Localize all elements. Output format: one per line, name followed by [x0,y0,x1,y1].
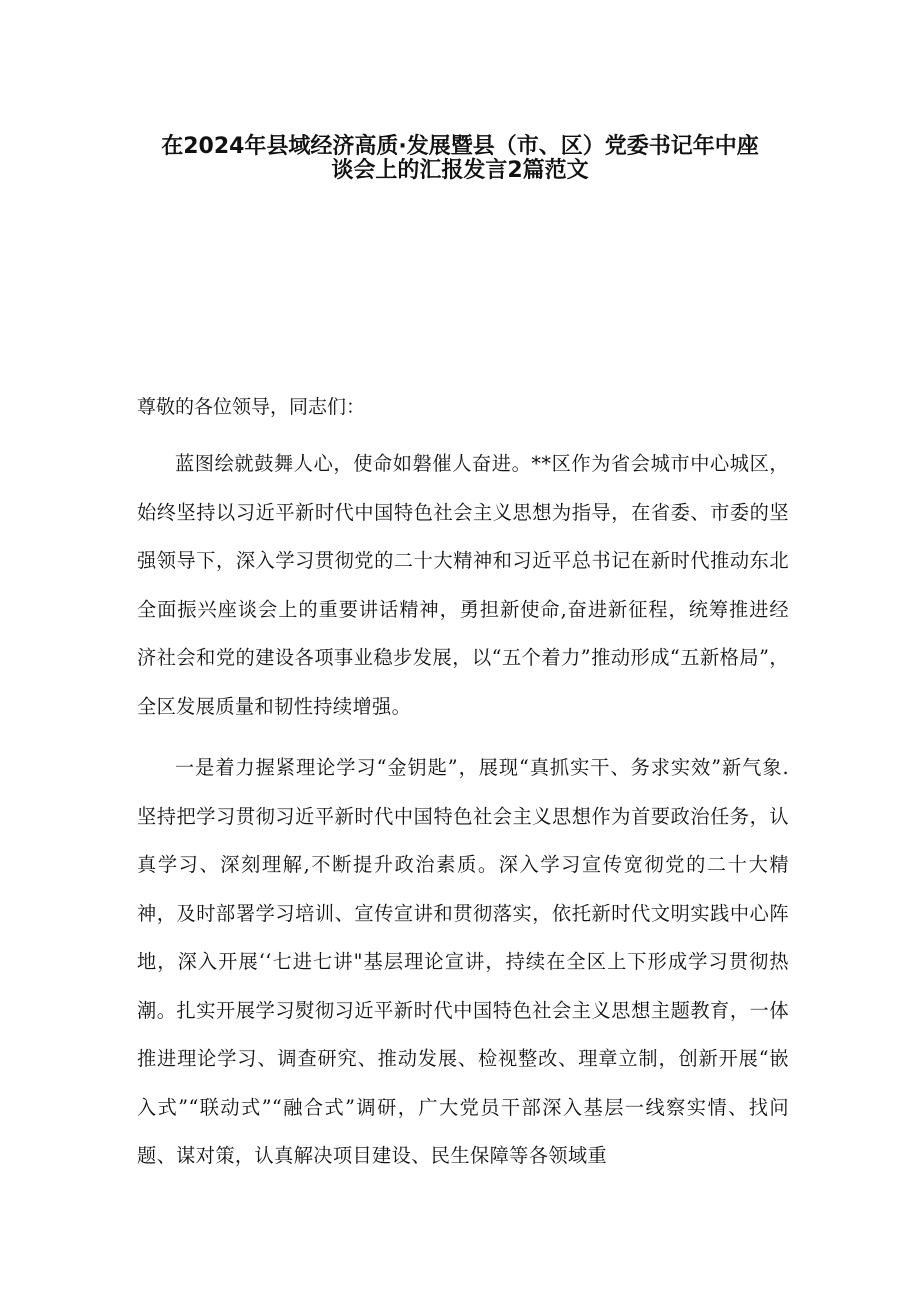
body-paragraph-2: 一是着力握紧理论学习“金钥匙”，展现“真抓实干、务求实效”新气象.坚持把学习贯彻习近平新时代中国特色社会主义思想作为首要政治任务，认真学习、深刻理解,不断提升政治素质。深入学习宣传宽彻党的二十大精神，及时部署学习培训、宣传宣讲和贯彻落实，依托新时代文明实践中心阵地，深入开展‘‘七进七讲"基层理论宣讲，持续在全区上下形成学习贯彻热潮。扎实开展学习熨彻习近平新时代中国特色社会主义思想主题教育，一体推进理论学习、调查研究、推动发展、检视整改、理章立制，创新开展“嵌入式”“联动式”“融合式”调研，广大党员干部深入基层一线察实情、找问题、谋对策，认真解决项目建设、民生保障等各领域重 [137,756,789,1167]
body-paragraph-1: 蓝图绘就鼓舞人心，使命如磐催人奋进。**区作为省会城市中心城区，始终坚持以习近平新时代中国特色社会主义思想为指导，在省委、市委的坚强领导下，深入学习贯彻党的二十大精神和习近平总书记在新时代推动东北全面振兴座谈会上的重要讲话精神，勇担新使命,奋进新征程，统筹推进经济社会和党的建设各项事业稳步发展，以“五个着力”推动形成“五新格局”，全区发展质量和韧性持续增强。 [137,452,789,718]
salutation: 尊敬的各位领导，同志们： [137,396,366,418]
document-title-line-1: 在2024年县域经济高质·发展暨县（市、区）党委书记年中座 [161,134,759,159]
document-title-line-2: 谈会上的汇报发言2篇范文 [331,158,589,183]
